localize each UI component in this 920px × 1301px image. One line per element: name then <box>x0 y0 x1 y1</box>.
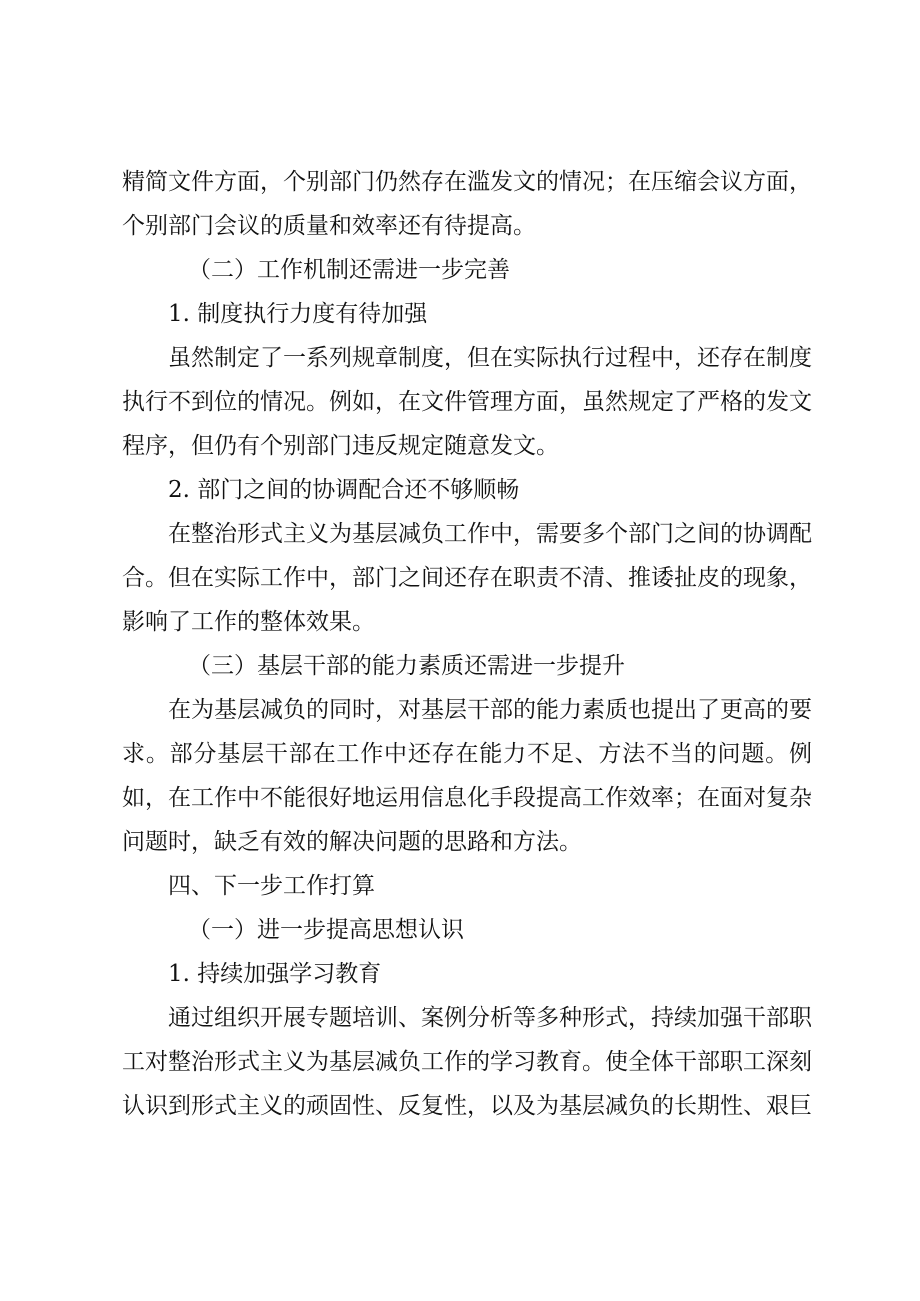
section-heading-2: （二）工作机制还需进一步完善 <box>188 257 510 283</box>
paragraph: 虽然制定了一系列规章制度，但在实际执行过程中，还存在制度执行不到位的情况。例如，在文件管理方面，虽然规定了严格的发文程序，但仍有个别部门违反规定随意发文。 <box>122 345 812 459</box>
subsection-heading-4-1-1: 1. 持续加强学习教育 <box>168 961 382 987</box>
section-heading-3: （三）基层干部的能力素质还需进一步提升 <box>188 653 625 679</box>
paragraph: 在为基层减负的同时，对基层干部的能力素质也提出了更高的要求。部分基层干部在工作中还存在能力不足、方法不当的问题。例如，在工作中不能很好地运用信息化手段提高工作效率；在面对复杂问题时，缺乏有效的解决问题的思路和方法。 <box>122 697 812 855</box>
chapter-heading-4: 四、下一步工作打算 <box>168 873 375 899</box>
section-heading-4-1: （一）进一步提高思想认识 <box>188 917 464 943</box>
document-body <box>122 160 812 1128</box>
subsection-heading-2-1: 1. 制度执行力度有待加强 <box>168 301 428 327</box>
paragraph: 通过组织开展专题培训、案例分析等多种形式，持续加强干部职工对整治形式主义为基层减负工作的学习教育。使全体干部职工深刻认识到形式主义的顽固性、反复性，以及为基层减负的长期性、艰巨 <box>122 1005 812 1119</box>
subsection-heading-2-2: 2. 部门之间的协调配合还不够顺畅 <box>168 477 520 503</box>
paragraph: 在整治形式主义为基层减负工作中，需要多个部门之间的协调配合。但在实际工作中，部门之间还存在职责不清、推诿扯皮的现象，影响了工作的整体效果。 <box>122 521 812 635</box>
paragraph: 精简文件方面，个别部门仍然存在滥发文的情况；在压缩会议方面，个别部门会议的质量和效率还有待提高。 <box>122 169 812 239</box>
